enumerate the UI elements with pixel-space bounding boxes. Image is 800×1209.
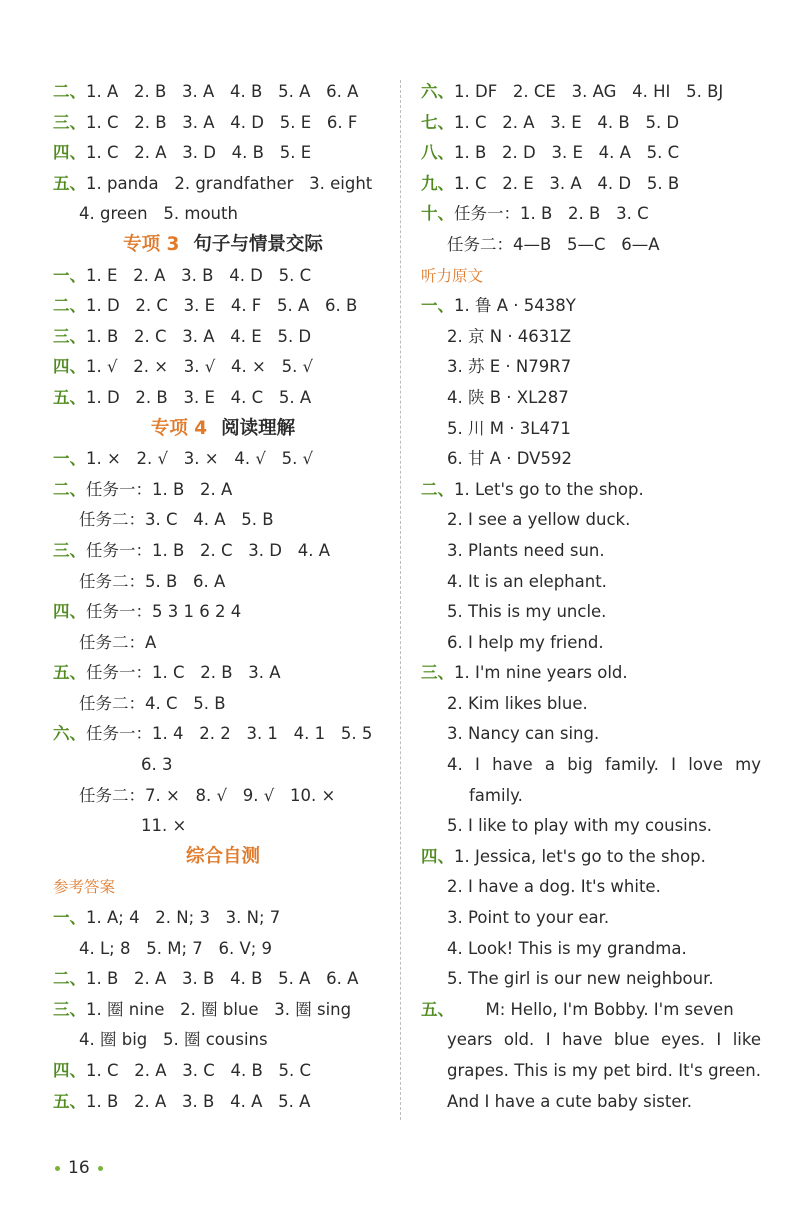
answer-text: 1. Jessica, let's go to the shop. bbox=[454, 846, 706, 866]
footer-dot-icon bbox=[55, 1166, 60, 1171]
answer-line: 任务二：4. C 5. B bbox=[79, 693, 226, 713]
question-number: 八、 bbox=[421, 143, 454, 163]
answer-line: 6. 甘 A · DV592 bbox=[447, 449, 572, 469]
answer-line bbox=[53, 352, 393, 383]
question-number: 三、 bbox=[53, 326, 86, 346]
question-number: 四、 bbox=[53, 1061, 86, 1080]
answer-line: 2. I have a dog. It's white. bbox=[447, 877, 661, 897]
answer-text: 1. × 2. √ 3. × 4. √ 5. √ bbox=[86, 449, 314, 469]
answer-line: 4. Look! This is my grandma. bbox=[447, 938, 687, 958]
answer-line bbox=[53, 475, 393, 506]
question-number: 五、 bbox=[53, 173, 86, 193]
question-number: 一、 bbox=[421, 296, 454, 316]
answer-line: 4. It is an elephant. bbox=[447, 571, 607, 591]
answer-text: 1. B 2. A 3. B 4. B 5. A 6. A bbox=[86, 969, 359, 989]
question-number: 三、 bbox=[53, 540, 86, 560]
answer-line bbox=[421, 658, 761, 689]
answer-text: 1. D 2. C 3. E 4. F 5. A 6. B bbox=[86, 296, 358, 316]
answer-line: 3. Point to your ear. bbox=[447, 908, 610, 928]
answer-line: 任务二：5. B 6. A bbox=[79, 571, 226, 591]
answer-text: 1. 圈 nine 2. 圈 blue 3. 圈 sing bbox=[86, 999, 352, 1019]
column-divider bbox=[400, 80, 401, 1120]
answer-line bbox=[53, 77, 393, 108]
question-number: 四、 bbox=[53, 357, 86, 377]
answer-line: 6. 3 bbox=[141, 755, 173, 775]
answer-line bbox=[53, 322, 393, 353]
question-number: 五、 bbox=[53, 387, 86, 407]
answer-text: 1. I'm nine years old. bbox=[454, 663, 628, 683]
right-column bbox=[421, 77, 761, 1117]
answer-line: 4. green 5. mouth bbox=[79, 204, 238, 224]
answer-text: 1. DF 2. CE 3. AG 4. HI 5. BJ bbox=[454, 82, 724, 101]
section-number: 专项 3 bbox=[123, 233, 180, 255]
answer-line bbox=[53, 108, 393, 139]
answer-line bbox=[53, 658, 393, 689]
answer-line: 4. L; 8 5. M; 7 6. V; 9 bbox=[79, 938, 273, 958]
answer-line bbox=[421, 995, 761, 1026]
answer-line bbox=[421, 842, 761, 873]
answer-text: 任务一：5 3 1 6 2 4 bbox=[86, 602, 242, 622]
question-number: 五、 bbox=[53, 1091, 86, 1111]
answer-text: 任务一：1. 4 2. 2 3. 1 4. 1 5. 5 bbox=[86, 724, 373, 744]
answer-line: 3. Plants need sun. bbox=[447, 540, 605, 560]
question-number: 九、 bbox=[421, 173, 454, 193]
answer-text: 1. B 2. C 3. A 4. E 5. D bbox=[86, 326, 312, 346]
question-number: 七、 bbox=[421, 112, 454, 132]
answer-line bbox=[53, 964, 393, 995]
answer-text: 1. C 2. B 3. A 4. D 5. E 6. F bbox=[86, 112, 358, 132]
answer-line: 任务二：4—B 5—C 6—A bbox=[447, 234, 660, 254]
answer-line bbox=[53, 383, 393, 414]
answer-text: 1. C 2. A 3. C 4. B 5. C bbox=[86, 1061, 312, 1080]
question-number: 一、 bbox=[53, 449, 86, 469]
page-number: 16 bbox=[68, 1158, 90, 1178]
answer-line: family. bbox=[469, 785, 523, 805]
answer-text: 任务一：1. B 2. A bbox=[86, 479, 233, 499]
answer-text: 1. Let's go to the shop. bbox=[454, 479, 644, 499]
answer-line bbox=[53, 169, 393, 200]
answer-line bbox=[53, 291, 393, 322]
answer-text: 1. C 2. E 3. A 4. D 5. B bbox=[454, 173, 680, 193]
left-column bbox=[53, 77, 393, 1117]
question-number: 六、 bbox=[421, 82, 454, 101]
answer-line: 2. Kim likes blue. bbox=[447, 693, 588, 713]
answer-line bbox=[421, 199, 761, 230]
section-title: 阅读理解 bbox=[221, 417, 296, 439]
question-number: 五、 bbox=[53, 663, 86, 683]
answer-line: 6. I help my friend. bbox=[447, 632, 604, 652]
subsection-title: 参考答案 bbox=[53, 878, 116, 897]
subsection-title: 听力原文 bbox=[421, 266, 484, 285]
question-number: 二、 bbox=[53, 82, 86, 101]
question-number: 四、 bbox=[53, 602, 86, 622]
answer-text: 1. A; 4 2. N; 3 3. N; 7 bbox=[86, 908, 281, 928]
answer-line: 2. 京 N · 4631Z bbox=[447, 326, 572, 346]
question-number: 三、 bbox=[421, 663, 454, 683]
answer-line bbox=[53, 995, 393, 1026]
answer-text: 1. C 2. A 3. D 4. B 5. E bbox=[86, 143, 312, 163]
answer-line bbox=[53, 261, 393, 292]
question-number: 二、 bbox=[421, 479, 454, 499]
answer-line bbox=[421, 291, 761, 322]
page-footer bbox=[55, 1158, 103, 1178]
answer-line: 3. 苏 E · N79R7 bbox=[447, 357, 572, 377]
answer-line: 任务二：3. C 4. A 5. B bbox=[79, 510, 274, 530]
answer-line: years old. I have blue eyes. I like bbox=[447, 1030, 761, 1050]
answer-line bbox=[53, 1087, 393, 1118]
answer-line: 任务二：7. × 8. √ 9. √ 10. × bbox=[79, 785, 336, 805]
answer-line bbox=[53, 719, 393, 750]
answer-line bbox=[53, 138, 393, 169]
answer-line: 5. This is my uncle. bbox=[447, 602, 607, 622]
answer-text: 1. E 2. A 3. B 4. D 5. C bbox=[86, 265, 312, 285]
answer-line: 4. 圈 big 5. 圈 cousins bbox=[79, 1030, 268, 1050]
answer-line: 5. I like to play with my cousins. bbox=[447, 816, 713, 836]
answer-line: 11. × bbox=[141, 816, 187, 836]
answer-line: grapes. This is my pet bird. It's green. bbox=[447, 1061, 761, 1080]
answer-line bbox=[53, 1056, 393, 1087]
question-number: 三、 bbox=[53, 999, 86, 1019]
section-heading bbox=[53, 414, 393, 445]
answer-line bbox=[53, 597, 393, 628]
answer-line bbox=[421, 138, 761, 169]
answer-line: 任务二：A bbox=[79, 632, 157, 652]
question-number: 二、 bbox=[53, 969, 86, 989]
answer-line: 3. Nancy can sing. bbox=[447, 724, 600, 744]
answer-line: 4. I have a big family. I love my bbox=[447, 755, 761, 775]
answer-line: 4. 陕 B · XL287 bbox=[447, 387, 569, 407]
answer-text: M: Hello, I'm Bobby. I'm seven bbox=[454, 999, 734, 1019]
answer-text: 1. C 2. A 3. E 4. B 5. D bbox=[454, 112, 680, 132]
section-heading bbox=[53, 230, 393, 261]
answer-text: 任务一：1. B 2. C 3. D 4. A bbox=[86, 540, 330, 560]
question-number: 五、 bbox=[421, 999, 454, 1019]
footer-dot-icon bbox=[98, 1166, 103, 1171]
question-number: 三、 bbox=[53, 112, 86, 132]
section-title: 句子与情景交际 bbox=[193, 233, 323, 255]
answer-text: 任务一：1. C 2. B 3. A bbox=[86, 663, 281, 683]
answer-line: 2. I see a yellow duck. bbox=[447, 510, 631, 530]
answer-line bbox=[53, 444, 393, 475]
answer-line bbox=[421, 169, 761, 200]
answer-line bbox=[421, 108, 761, 139]
question-number: 二、 bbox=[53, 479, 86, 499]
answer-text: 1. panda 2. grandfather 3. eight bbox=[86, 173, 373, 193]
answer-text: 1. B 2. A 3. B 4. A 5. A bbox=[86, 1091, 311, 1111]
answer-line bbox=[421, 77, 761, 108]
answer-text: 任务一：1. B 2. B 3. C bbox=[454, 204, 649, 224]
answer-line: And I have a cute baby sister. bbox=[447, 1091, 693, 1111]
question-number: 二、 bbox=[53, 296, 86, 316]
question-number: 一、 bbox=[53, 265, 86, 285]
answer-text: 1. D 2. B 3. E 4. C 5. A bbox=[86, 387, 312, 407]
answer-line: 5. The girl is our new neighbour. bbox=[447, 969, 714, 989]
answer-text: 1. B 2. D 3. E 4. A 5. C bbox=[454, 143, 680, 163]
question-number: 一、 bbox=[53, 908, 86, 928]
answer-line bbox=[53, 536, 393, 567]
question-number: 四、 bbox=[53, 143, 86, 163]
part-title: 综合自测 bbox=[185, 845, 260, 867]
question-number: 十、 bbox=[421, 204, 454, 224]
question-number: 六、 bbox=[53, 724, 86, 744]
question-number: 四、 bbox=[421, 846, 454, 866]
answer-text: 1. A 2. B 3. A 4. B 5. A 6. A bbox=[86, 82, 359, 101]
answer-text: 1. √ 2. × 3. √ 4. × 5. √ bbox=[86, 357, 314, 377]
answer-line bbox=[421, 475, 761, 506]
answer-text: 1. 鲁 A · 5438Y bbox=[454, 296, 576, 316]
section-number: 专项 4 bbox=[150, 417, 208, 439]
answer-line bbox=[53, 903, 393, 934]
answer-line: 5. 川 M · 3L471 bbox=[447, 418, 571, 438]
